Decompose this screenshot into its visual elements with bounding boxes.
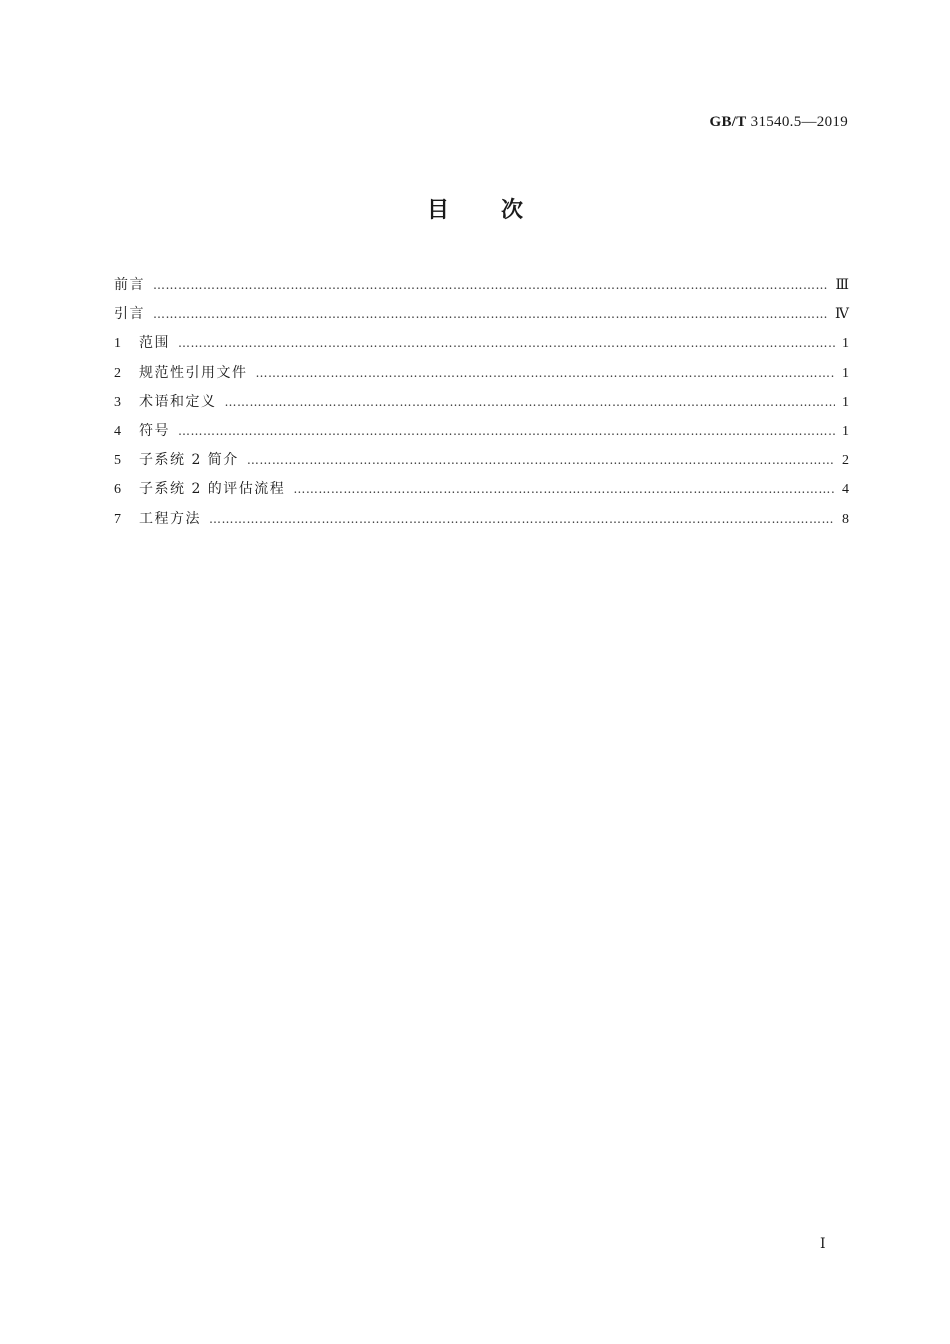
toc-entry-page: 1 <box>842 336 849 352</box>
dot-leader <box>178 333 835 353</box>
toc-entry-page: Ⅲ <box>835 278 849 293</box>
dot-leader <box>153 304 829 324</box>
toc-entry-page: 2 <box>842 453 849 469</box>
dot-leader <box>293 479 835 499</box>
toc-entry-label: 子系统 2 简介 <box>139 452 239 469</box>
standard-code <box>710 114 848 131</box>
dot-leader <box>178 421 835 441</box>
toc-entry-label: 符号 <box>139 422 170 439</box>
toc-entry-number: 4 <box>114 423 121 439</box>
toc-entry-number: 6 <box>114 482 121 498</box>
toc-entry-label: 引言 <box>114 306 145 323</box>
toc-entry-label: 工程方法 <box>139 510 201 527</box>
toc-entry-page: 4 <box>842 482 849 498</box>
page-title: 目次 <box>426 198 575 223</box>
toc-entry-terms-definitions[interactable] <box>114 392 849 421</box>
dot-leader <box>247 450 835 470</box>
toc-entry-label: 前言 <box>114 277 145 293</box>
toc-entry-scope[interactable] <box>114 333 849 362</box>
page-number: Ⅰ <box>820 1237 826 1252</box>
toc-entry-label: 范围 <box>139 335 170 352</box>
toc-entry-page: Ⅳ <box>835 307 849 323</box>
toc-entry-page: 1 <box>842 394 849 410</box>
toc-entry-number: 3 <box>114 394 121 410</box>
toc-entry-label: 子系统 2 的评估流程 <box>139 481 286 498</box>
toc-entry-number: 5 <box>114 453 121 469</box>
toc-entry-foreword[interactable] <box>114 275 849 304</box>
table-of-contents <box>114 275 849 538</box>
toc-entry-label: 规范性引用文件 <box>139 364 248 381</box>
toc-entry-number: 2 <box>114 365 121 381</box>
standard-prefix: GB/T <box>709 114 747 130</box>
standard-number: 31540.5—2019 <box>750 114 848 130</box>
toc-entry-label: 术语和定义 <box>139 393 217 410</box>
toc-entry-introduction[interactable] <box>114 304 849 333</box>
toc-entry-engineering-method[interactable] <box>114 509 849 538</box>
toc-entry-normative-references[interactable] <box>114 363 849 392</box>
toc-entry-page: 1 <box>842 423 849 439</box>
toc-entry-subsystem-intro[interactable] <box>114 450 849 479</box>
dot-leader <box>209 509 835 529</box>
toc-entry-page: 8 <box>842 511 849 527</box>
dot-leader <box>256 363 836 383</box>
dot-leader <box>153 275 829 295</box>
toc-entry-assessment-process[interactable] <box>114 479 849 508</box>
toc-entry-symbols[interactable] <box>114 421 849 450</box>
toc-entry-number: 7 <box>114 511 121 527</box>
toc-entry-page: 1 <box>842 365 849 381</box>
toc-entry-number: 1 <box>114 336 121 352</box>
dot-leader <box>225 392 836 412</box>
